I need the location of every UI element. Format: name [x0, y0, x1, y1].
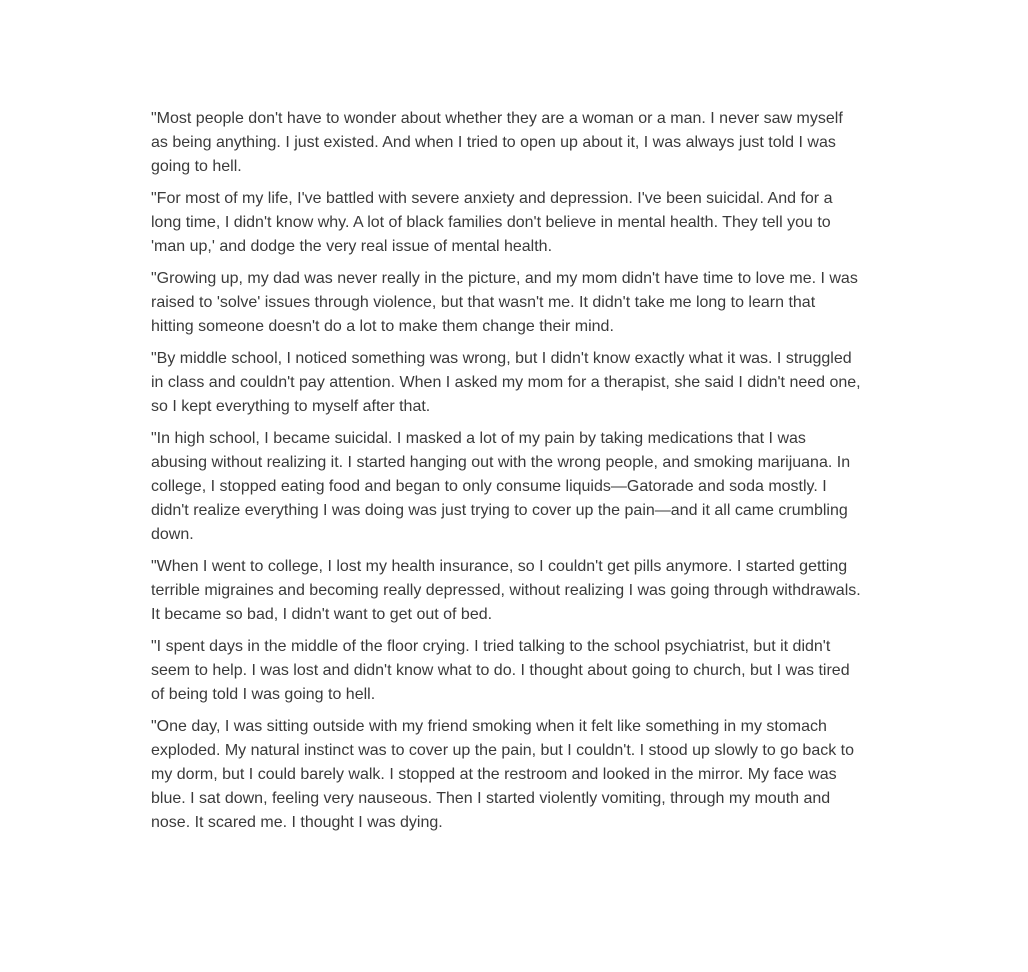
paragraph-7: "I spent days in the middle of the floor crying. I tried talking to the school psychiatrist, but it didn't seem to help. I was lost and didn't know what to do. I thought about going to church, but I was tired of being told I was going to hell.	[151, 638, 850, 703]
article-body	[151, 107, 861, 843]
paragraph-2: "For most of my life, I've battled with severe anxiety and depression. I've been suicidal. And for a long time, I didn't know why. A lot of black families don't believe in mental health. They tell you to 'man up,' and dodge the very real issue of mental health.	[151, 190, 833, 255]
paragraph-8: "One day, I was sitting outside with my friend smoking when it felt like something in my stomach exploded. My natural instinct was to cover up the pain, but I couldn't. I stood up slowly to go back to my dorm, but I could barely walk. I stopped at the restroom and looked in the mirror. My face was blue. I sat down, feeling very nauseous. Then I started violently vomiting, through my mouth and nose. It scared me. I thought I was dying.	[151, 718, 855, 831]
paragraph-5: "In high school, I became suicidal. I masked a lot of my pain by taking medications that I was abusing without realizing it. I started hanging out with the wrong people, and smoking marijuana. In college, I stopped eating food and began to only consume liquids—Gatorade and soda mostly. I didn't realize everything I was doing was just trying to cover up the pain—and it all came crumbling down.	[151, 430, 851, 543]
paragraph-4: "By middle school, I noticed something was wrong, but I didn't know exactly what it was. I struggled in class and couldn't pay attention. When I asked my mom for a therapist, she said I didn't need one, so I kept everything to myself after that.	[151, 350, 861, 415]
paragraph-3: "Growing up, my dad was never really in the picture, and my mom didn't have time to love me. I was raised to 'solve' issues through violence, but that wasn't me. It didn't take me long to learn that hitting someone doesn't do a lot to make them change their mind.	[151, 270, 858, 335]
paragraph-1: "Most people don't have to wonder about whether they are a woman or a man. I never saw myself as being anything. I just existed. And when I tried to open up about it, I was always just told I was going to hell.	[151, 110, 843, 175]
paragraph-6: "When I went to college, I lost my health insurance, so I couldn't get pills anymore. I started getting terrible migraines and becoming really depressed, without realizing I was going through withdrawals. It became so bad, I didn't want to get out of bed.	[151, 558, 861, 623]
